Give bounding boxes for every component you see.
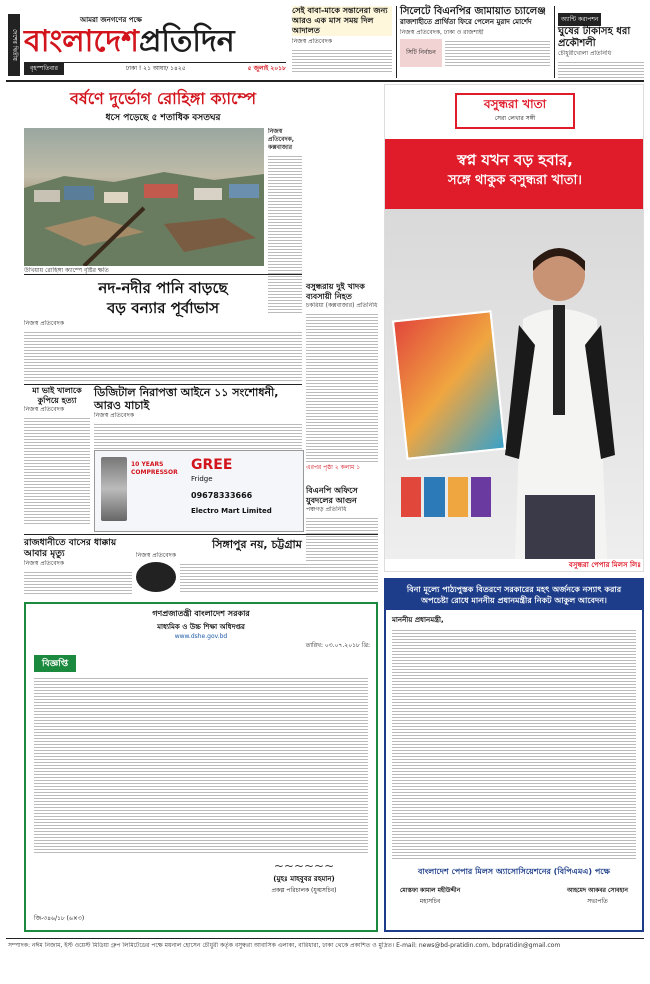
masthead-title-b: প্রতিদিন [138,24,235,59]
bpma-sign-left-role: মহাসচিব [419,898,441,905]
election-label: সিটি নির্বাচন [400,39,442,67]
bpma-sign-right: আহমেদ আকবর সোবহান [566,887,628,894]
story-bus-headline: রাজধানীতে বাসের ধাক্কায় আবার মৃত্যু [24,538,117,559]
lead-headline: বর্ষণে দুর্ভোগ রোহিঙ্গা ক্যাম্পে [69,89,257,108]
bpma-headline: বিনা মূল্যে পাঠ্যপুস্তক বিতরণে সরকারের মহৎ অর্জনকে নস্যাৎ করার অপচেষ্টা রোধে মাননীয় প্রধানমন্ত্রীর নিকট আকুল আবেদন। [386,580,642,610]
teaser-2[interactable] [400,6,550,76]
date-bar [24,63,286,75]
gree-years: 10 YEARS COMPRESSOR [131,461,178,476]
story-mother-credit: নিজস্ব প্রতিবেদক [24,406,65,413]
gree-brand: GREE [191,457,233,473]
story-killing-credit: চকরিয়া (কক্সবাজার) প্রতিনিধি [306,302,378,309]
masthead-logo[interactable] [24,22,284,62]
notice-body [34,676,368,854]
notice-signature: ~~~~~~ (মুহঃ মাহবুবর রহমান) প্রকল্প পরিচালক (যুগ্মসচিব) [244,859,364,896]
flood-headline-1: নদ-নদীর পানি বাড়ছে [98,279,228,297]
story-digital-headline: ডিজিটাল নিরাপত্তা আইনে ১১ সংশোধনী, আরও যাচাই [94,386,279,412]
teaser-2-title: সিলেটে বিএনপির জামায়াত চ্যালেঞ্জ [400,6,546,17]
story-killing[interactable] [306,282,378,494]
notice-signer: (মুহঃ মাহবুবর রহমান) [273,875,335,883]
story-digital[interactable] [94,386,302,448]
teaser-2-subtitle: রাজশাহীতে প্রার্থিতা ফিরে পেলেন মুরাদ মোর্শেদ [400,18,532,26]
notebook-stack [392,310,506,460]
rohingya-camp-illustration [24,128,264,266]
lead-credit: নিজস্ব প্রতিবেদক, কক্সবাজার [268,128,295,151]
masthead-tagline: আমরা জনগণের পক্ষে [80,16,142,24]
teaser-3-credit: চৌধুরীখোলা প্রতিনিধি [558,50,612,57]
story-singapore-credit: নিজস্ব প্রতিবেদক [136,552,177,559]
teaser-1-title: সেই বাবা-মাকে সন্তানেরা জন্য আরও এক মাস সময় দিল আদালত [292,6,392,36]
notice-header-2: মাধ্যমিক ও উচ্চ শিক্ষা অধিদপ্তর [157,623,245,631]
story-digital-credit: নিজস্ব প্রতিবেদক [94,412,135,419]
flood-headline-2: বড় বন্যার পূর্বাভাস [106,299,220,317]
story-mother-headline: মা ভাই খালাকে কুপিয়ে হত্যা [32,386,82,405]
bashundhara-ad[interactable] [384,84,644,572]
ad-brand: বসুন্ধরা খাতা [483,97,547,111]
lead-subhead: ধসে পড়েছে ৫ শতাধিক বসতঘর [105,113,221,123]
teaser-3[interactable] [558,6,644,76]
teaser-1-credit: নিজস্ব প্রতিবেদক [292,38,333,45]
student-figure [505,235,615,559]
lead-photo [24,128,264,266]
flood-credit: নিজস্ব প্রতিবেদক [24,320,65,327]
day-label: বৃহস্পতিবার [24,63,64,75]
gree-product: Fridge [191,475,213,483]
ad-slogan-2: সঙ্গে থাকুক বসুন্ধরা খাতা। [448,173,582,188]
story-singapore[interactable] [136,538,378,598]
teaser-2-credit: নিজস্ব প্রতিবেদক, ঢাকা ও রাজশাহী [400,29,484,36]
bpma-sign-right-role: সভাপতি [587,898,608,905]
story-singapore-headline: সিঙ্গাপুর নয়, চট্টগ্রাম [212,538,302,551]
date-english: ৫ জুলাই ২০১৮ [247,65,286,72]
story-bnp-headline: বিএনপি অফিসে যুবদলের আগুন [306,486,358,505]
bpma-sign-left: মোস্তফা কামাল মহীউদ্দীন [400,887,461,894]
teaser-3-title: ঘুষের টাকাসহ ধরা প্রকৌশলী [558,26,631,49]
story-bus-credit: নিজস্ব প্রতিবেদক [24,560,65,567]
bpma-appeal[interactable] [384,578,644,932]
bpma-salutation: মাননীয় প্রধানমন্ত্রী, [392,616,444,624]
story-killing-headline: বসুন্ধরায় দুই খাদক ব্যবসায়ী নিহত [306,282,365,301]
notebook-thumbs [401,477,491,517]
ad-footer: বসুন্ধরা পেপার মিলস লিঃ [568,561,641,569]
bpma-body [392,628,636,860]
lead-photo-caption: উখিয়ায় রোহিঙ্গা ক্যাম্পে বৃষ্টির ক্ষতি [24,267,109,274]
gree-ad[interactable] [94,450,304,532]
ad-slogan-1: স্বপ্ন যখন বড় হবার, [457,151,573,169]
masthead-title-a: বাংলাদেশ [24,24,139,59]
notice-memo-date: তারিখ: ০৩.০৭.২০১৮ খ্রি: [305,642,370,649]
teaser-3-section: অ্যান্টি করাপশন [558,13,601,26]
flood-body [24,330,302,382]
govt-notice[interactable] [24,602,378,932]
story-bus[interactable] [24,538,132,598]
ad-brand-sub: সেরা লেখার সঙ্গী [494,115,536,122]
bpma-org: বাংলাদেশ পেপার মিলস অ্যাসোসিয়েশনের (বিপিএমএ) পক্ষে [418,867,610,876]
story-mother[interactable] [24,386,90,530]
date-bengali: ঢাকা ! ২১ আষাঢ় ১৪২৫ [125,65,186,72]
notice-header-1: গণপ্রজাতন্ত্রী বাংলাদেশ সরকার [152,609,250,618]
ad-brand-box [455,93,575,129]
ad-slogan-box [385,139,644,209]
campaign-badge [136,562,176,592]
teaser-1[interactable] [292,6,392,76]
notice-title: বিজ্ঞপ্তি [34,655,76,672]
notice-website[interactable]: www.dshe.gov.bd [174,633,228,640]
story-killing-continued: এরপর পৃষ্ঠা ২ কলাম ১ [306,464,361,471]
notice-signer-role: প্রকল্প পরিচালক (যুগ্মসচিব) [271,887,337,894]
side-tag: দেশের দ্বিতীয় [8,14,20,76]
imprint: সম্পাদক: নঈম নিজাম, ইস্ট ওয়েস্ট মিডিয়া গ্রুপ লিমিটেডের পক্ষে ময়নাল হোসেন চৌধুরী কর্তৃক বসুন্ধরা আবাসিক এলাকা, বারিধারা, ঢাকা থেকে প্রকাশিত ও মুদ্রিত। E-mail: news@bd-pratidin.com, bdpratidin@gmail.com [8,942,561,949]
notice-code: জি-৩৪৬/১৮ (৬×৩) [34,915,85,922]
story-bnp-credit: পঞ্চগড় প্রতিনিধি [306,506,347,513]
gree-hotline: 09678333666 [191,491,253,500]
gree-dealer: Electro Mart Limited [191,507,272,515]
fridge-image [101,457,127,521]
